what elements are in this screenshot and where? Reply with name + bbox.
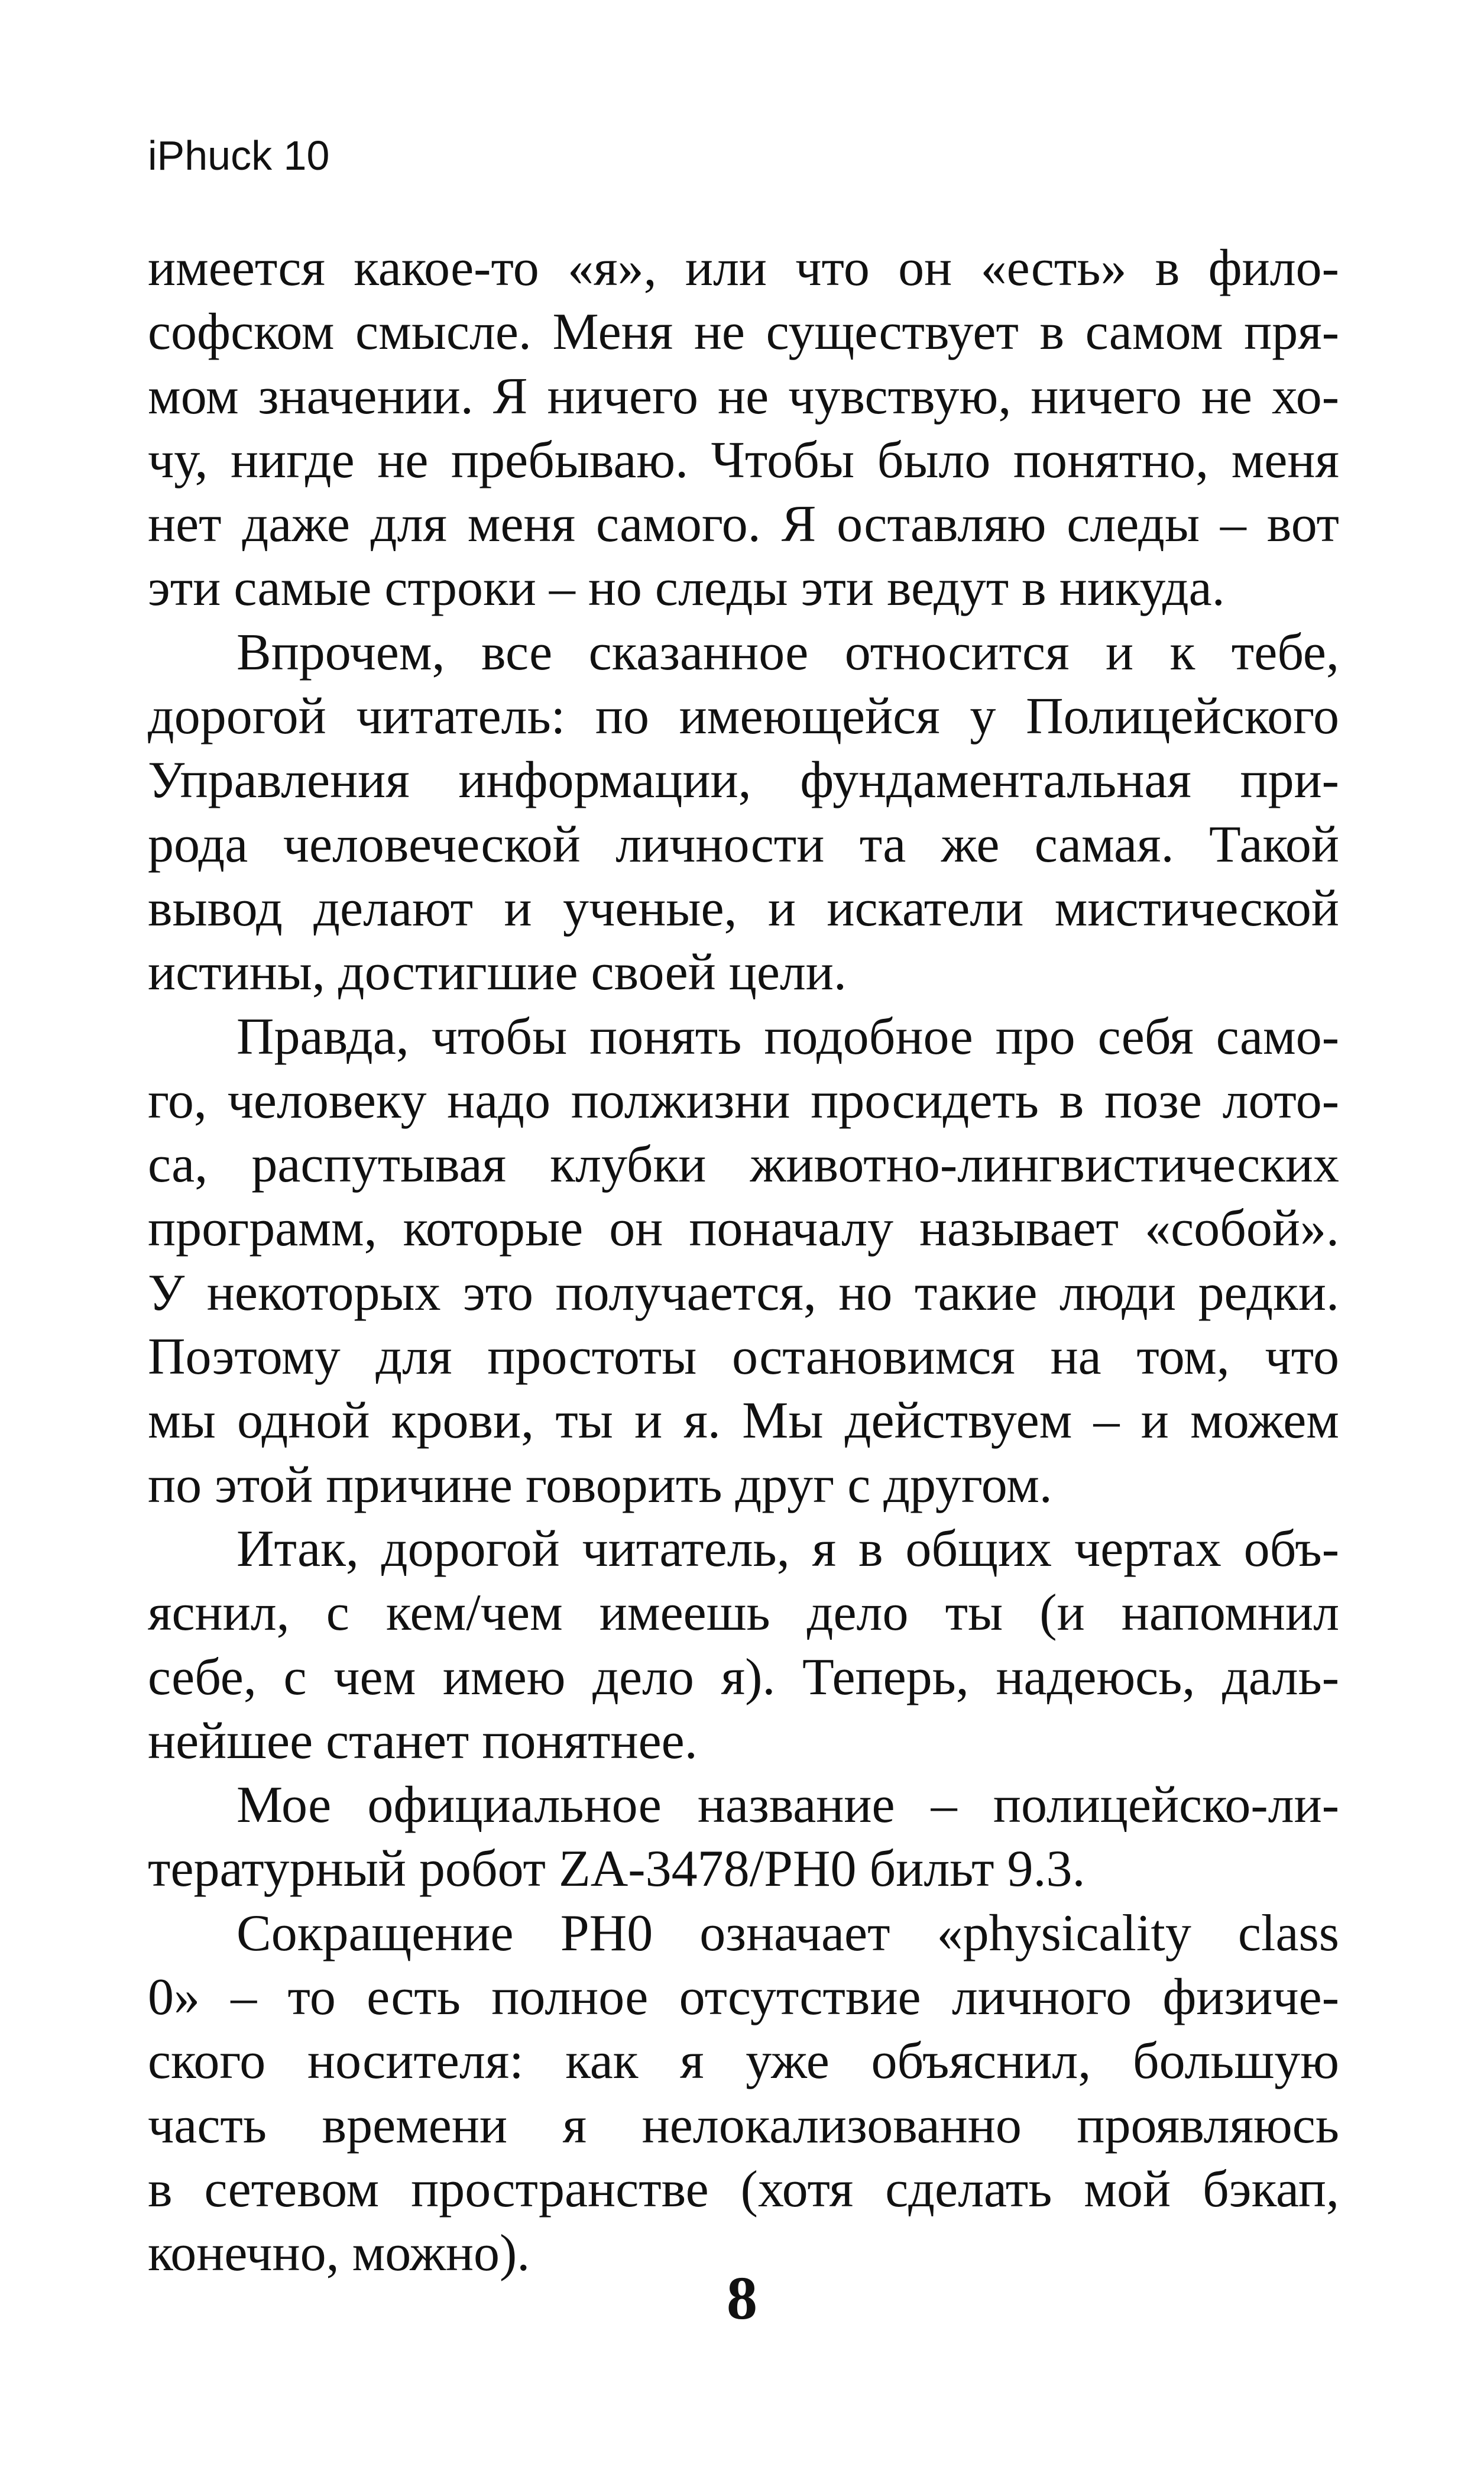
text-line: чу, нигде не пребываю. Чтобы было понятно, меня — [148, 431, 1339, 489]
paragraph-first-line: Впрочем, все сказанное относится и к тебе, — [236, 623, 1339, 681]
text-line: 0» – то есть полное отсутствие личного физиче- — [148, 1969, 1339, 2027]
running-header: iPhuck 10 — [148, 132, 330, 179]
paragraph-first-line: Мое официальное название – полицейско-ли- — [236, 1776, 1339, 1834]
text-line: по этой причине говорить друг с другом. — [148, 1456, 1052, 1514]
text-line: го, человеку надо полжизни просидеть в позе лото- — [148, 1072, 1339, 1129]
text-line: са, распутывая клубки животно-лингвистических — [148, 1136, 1339, 1194]
text-line: в сетевом пространстве (хотя сделать мой бэкап, — [148, 2160, 1339, 2218]
text-line: конечно, можно). — [148, 2225, 530, 2283]
paragraph-first-line: Сокращение PH0 означает «physicality class — [236, 1904, 1339, 1962]
paragraph-first-line: Итак, дорогой читатель, я в общих чертах объ- — [236, 1520, 1339, 1578]
text-line: яснил, с кем/чем имеешь дело ты (и напомнил — [148, 1584, 1339, 1642]
text-line: Управления информации, фундаментальная при- — [148, 752, 1339, 810]
text-line: рода человеческой личности та же самая. Такой — [148, 815, 1339, 873]
page-number: 8 — [727, 2264, 757, 2332]
text-line: Поэтому для простоты остановимся на том, что — [148, 1328, 1339, 1386]
text-line: ского носителя: как я уже объяснил, большую — [148, 2032, 1339, 2090]
text-line: нет даже для меня самого. Я оставляю следы – вот — [148, 496, 1339, 553]
body-text — [148, 237, 1339, 2286]
text-line: эти самые строки – но следы эти ведут в никуда. — [148, 559, 1225, 617]
text-line: вывод делают и ученые, и искатели мистической — [148, 879, 1339, 937]
text-line: нейшее станет понятнее. — [148, 1712, 698, 1770]
text-line: мы одной крови, ты и я. Мы действуем – и можем — [148, 1392, 1339, 1450]
text-line: часть времени я нелокализованно проявляюсь — [148, 2096, 1339, 2154]
text-line: программ, которые он поначалу называет «собой». — [148, 1200, 1339, 1258]
text-line: тературный робот ZA-3478/PH0 бильт 9.3. — [148, 1840, 1086, 1898]
text-line: мом значении. Я ничего не чувствую, ничего не хо- — [148, 367, 1339, 425]
text-line: У некоторых это получается, но такие люди редки. — [148, 1264, 1339, 1322]
text-line: имеется какое-то «я», или что он «есть» в фило- — [148, 239, 1339, 297]
text-line: дорогой читатель: по имеющейся у Полицейского — [148, 688, 1339, 746]
text-line: себе, с чем имею дело я). Теперь, надеюсь, даль- — [148, 1648, 1339, 1706]
paragraph-first-line: Правда, чтобы понять подобное про себя само- — [236, 1008, 1339, 1066]
text-line: софском смысле. Меня не существует в самом пря- — [148, 303, 1339, 361]
text-line: истины, достигшие своей цели. — [148, 944, 847, 1002]
